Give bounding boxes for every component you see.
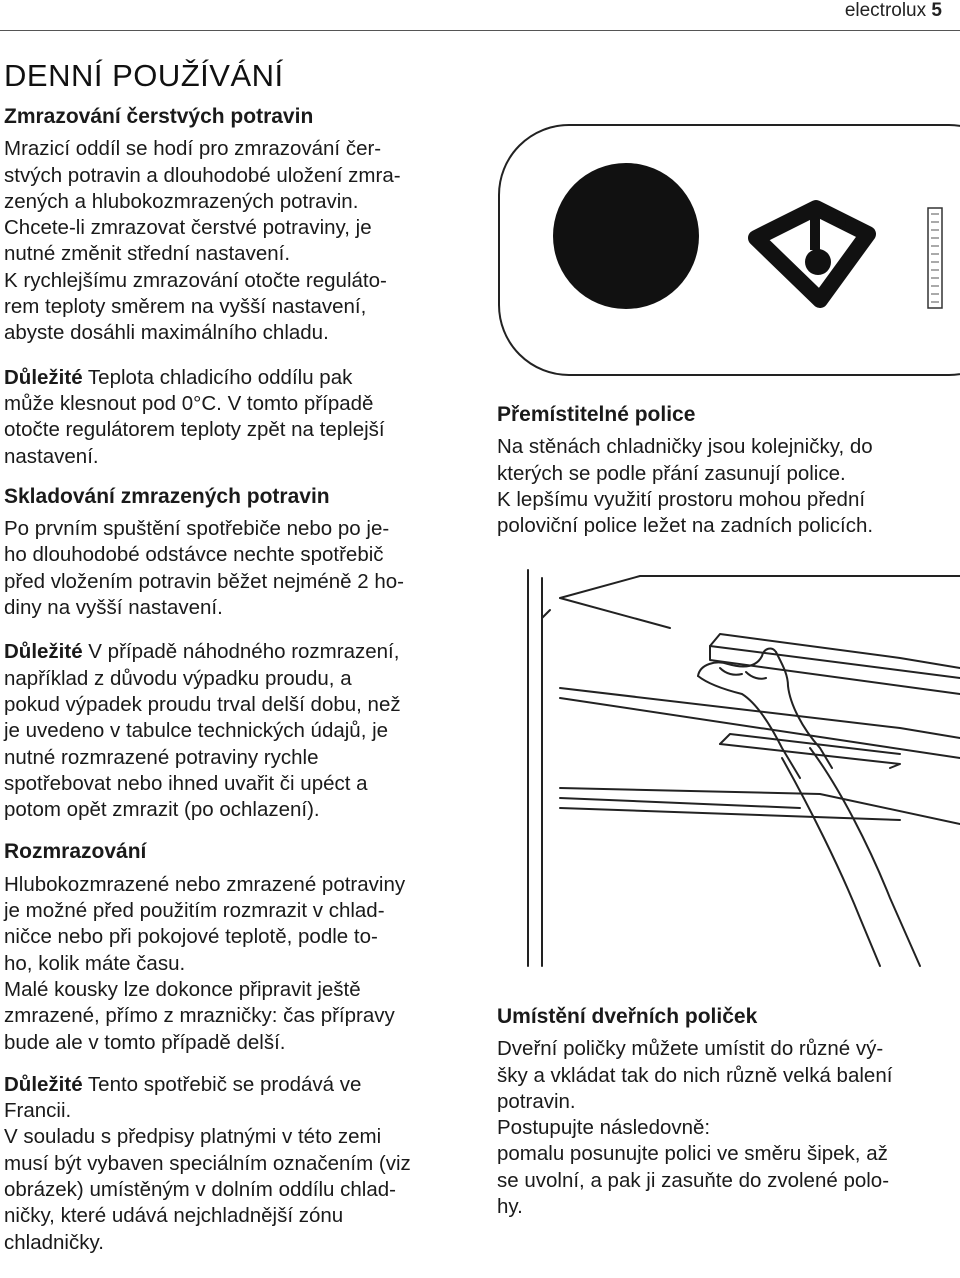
text-line: může klesnout pod 0°C. V tomto případě	[4, 391, 374, 415]
text-line: diny na vyšší nastavení.	[4, 596, 223, 620]
text-line: ničce nebo při pokojové teplotě, podle to-	[4, 925, 378, 949]
text-span: Tento spotřebič se prodává ve	[82, 1072, 362, 1096]
text-line: poloviční police ležet na zadních policích.	[497, 514, 874, 538]
text-line: například z důvodu výpadku proudu, a	[4, 666, 352, 690]
text-line: Chcete-li zmrazovat čerstvé potraviny, je	[4, 216, 372, 240]
text-line: se uvolní, a pak ji zasuňte do zvolené polo-	[497, 1168, 890, 1192]
section-thawing	[4, 839, 474, 1055]
page-header	[845, 0, 942, 22]
text-line	[4, 1072, 474, 1098]
text-line: Mrazicí oddíl se hodí pro zmrazování čer-	[4, 137, 382, 161]
text-line: je možné před použitím rozmrazit v chlad-	[4, 899, 385, 923]
text-line: hy.	[497, 1195, 523, 1219]
text-line: potravin.	[497, 1089, 576, 1113]
text-line: zených a hlubokozmrazených potravin.	[4, 189, 359, 213]
coldest-zone-indicator-figure	[498, 124, 960, 378]
text-line: V souladu s předpisy platnými v této zemi	[4, 1125, 382, 1149]
section-door-shelves	[497, 1004, 957, 1220]
text-line: nutné rozmrazené potraviny rychle	[4, 745, 319, 769]
text-line: je uvedeno v tabulce technických údajů, je	[4, 719, 389, 743]
text-line: bude ale v tomto případě delší.	[4, 1030, 286, 1054]
text-line: Hlubokozmrazené nebo zmrazené potraviny	[4, 872, 406, 896]
page-number: 5	[931, 0, 942, 21]
brand-name: electrolux	[844, 0, 927, 21]
text-line: musí být vybaven speciálním označením (viz	[4, 1151, 411, 1175]
text-line	[4, 365, 474, 391]
text-line: pomalu posunujte polici ve směru šipek, až	[497, 1142, 888, 1166]
vent-grille	[928, 208, 942, 308]
important-note-1	[4, 365, 474, 470]
left-column	[4, 104, 474, 1270]
text-line: kterých se podle přání zasunují police.	[497, 461, 846, 485]
text-line: ho, kolik máte času.	[4, 951, 186, 975]
important-note-2	[4, 639, 474, 823]
text-line: Francii.	[4, 1099, 72, 1123]
text-line: abyste dosáhli maximálního chladu.	[4, 321, 329, 345]
regulator-knob	[553, 163, 699, 309]
text-line: Na stěnách chladničky jsou kolejničky, do	[497, 435, 873, 459]
text-line: Po prvním spuštění spotřebiče nebo po je-	[4, 517, 390, 541]
heading-thawing: Rozmrazování	[4, 840, 147, 864]
heading-door-shelves: Umístění dveřních poliček	[497, 1005, 758, 1028]
shelves-figure	[520, 568, 960, 970]
text-line: šky a vkládat tak do nich různě velká balení	[497, 1063, 893, 1087]
text-line: K lepšímu využití prostoru mohou přední	[497, 487, 866, 511]
text-line: potom opět zmrazit (po ochlazení).	[4, 798, 320, 822]
text-line: nastavení.	[4, 444, 99, 468]
text-span: Teplota chladicího oddílu pak	[82, 365, 353, 389]
important-label: Důležité	[4, 640, 83, 664]
text-line: pokud výpadek proudu trval delší dobu, než	[4, 692, 401, 716]
text-line: K rychlejšímu zmrazování otočte reguláto-	[4, 268, 387, 292]
text-line: chladničky.	[4, 1230, 104, 1254]
text-line: obrázek) umístěným v dolním oddílu chlad-	[4, 1177, 396, 1201]
text-line: Dveřní poličky můžete umístit do různé vý-	[497, 1037, 884, 1061]
text-line: stvých potravin a dlouhodobé uložení zmra-	[4, 163, 401, 187]
section-storage	[4, 484, 474, 621]
header-rule	[0, 30, 960, 31]
body-freezing	[4, 136, 474, 346]
text-line: ničky, které udává nejchladnější zónu	[4, 1204, 344, 1228]
text-line	[4, 639, 474, 665]
important-label: Důležité	[4, 1072, 83, 1096]
text-line: zmrazené, přímo z mrazničky: čas přípravy	[4, 1004, 395, 1028]
heading-storage: Skladování zmrazených potravin	[4, 484, 330, 508]
important-label: Důležité	[4, 365, 83, 389]
section-freezing	[4, 104, 474, 347]
text-line: nutné změnit střední nastavení.	[4, 242, 291, 266]
text-line: Postupujte následovně:	[497, 1116, 711, 1140]
text-line: otočte regulátorem teploty zpět na teplejší	[4, 418, 385, 442]
section-shelves	[497, 402, 957, 539]
text-line: Malé kousky lze dokonce připravit ještě	[4, 977, 361, 1001]
text-line: rem teploty směrem na vyšší nastavení,	[4, 295, 367, 319]
heading-shelves: Přemístitelné police	[497, 403, 696, 426]
text-line: ho dlouhodobé odstávce nechte spotřebič	[4, 543, 384, 567]
text-line: před vložením potravin běžet nejméně 2 ho-	[4, 569, 404, 593]
text-span: V případě náhodného rozmrazení,	[82, 640, 400, 664]
text-line: spotřebovat nebo ihned uvařit či upéct a	[4, 771, 368, 795]
heading-freezing: Zmrazování čerstvých potravin	[4, 105, 314, 128]
important-note-3	[4, 1072, 474, 1256]
page-title: DENNÍ POUŽÍVÁNÍ	[4, 58, 284, 93]
